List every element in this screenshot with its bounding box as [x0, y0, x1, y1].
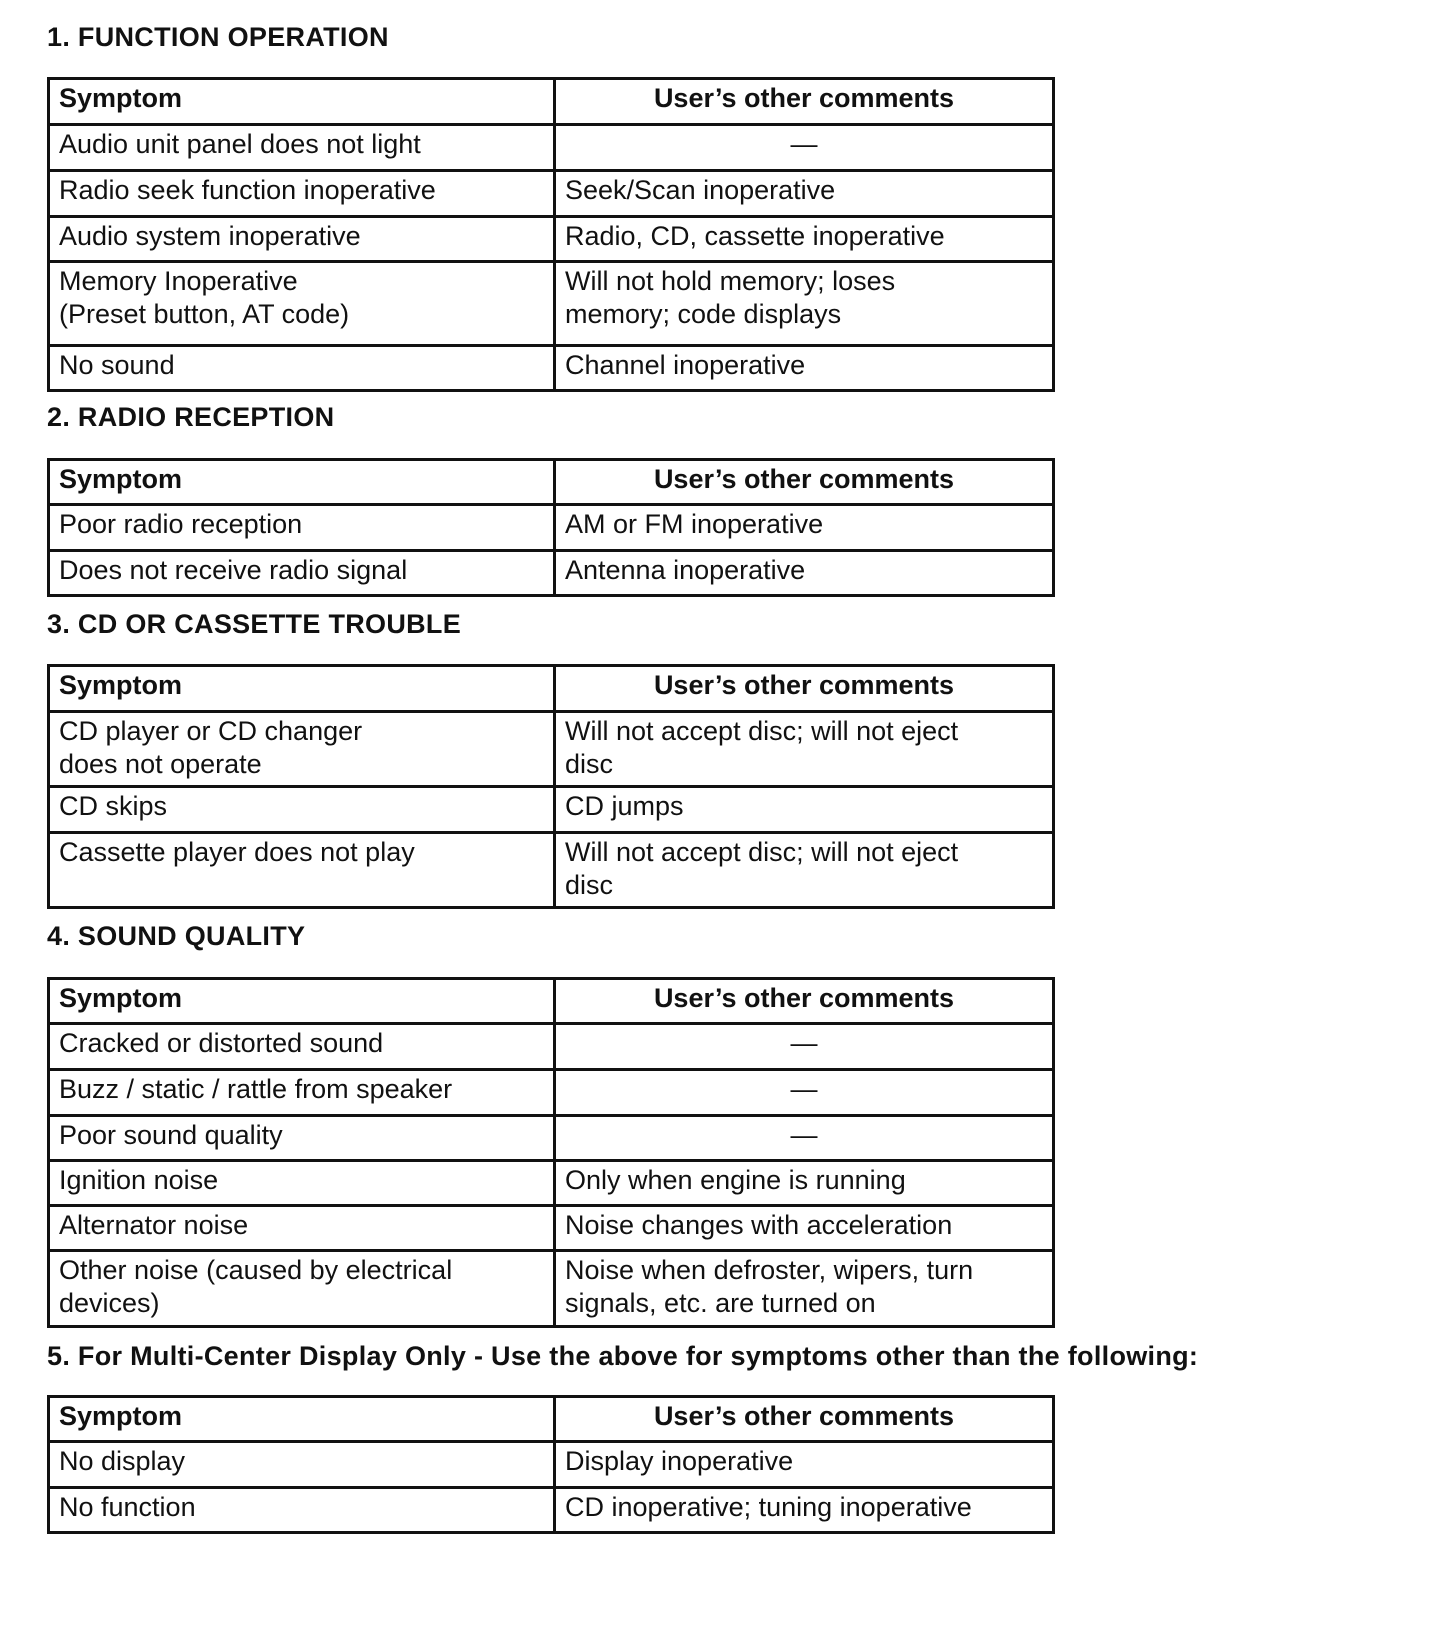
- table-header-row: [49, 460, 1054, 505]
- column-header-symptom: Symptom: [49, 79, 555, 125]
- table-header-row: [49, 1397, 1054, 1442]
- table-row: [49, 833, 1054, 908]
- symptom-cell: CD skips: [49, 787, 555, 833]
- table-row: [49, 346, 1054, 391]
- comment-cell: Only when engine is running: [555, 1161, 1054, 1206]
- symptom-cell: Does not receive radio signal: [49, 551, 555, 596]
- column-header-symptom: Symptom: [49, 460, 555, 505]
- symptom-cell: Poor radio reception: [49, 505, 555, 551]
- column-header-symptom: Symptom: [49, 666, 555, 712]
- comment-cell: Noise when defroster, wipers, turn signals, etc. are turned on: [555, 1251, 1054, 1327]
- comment-cell: CD inoperative; tuning inoperative: [555, 1488, 1054, 1533]
- table-row: [49, 1251, 1054, 1327]
- comment-cell: —: [555, 125, 1054, 171]
- comment-cell: —: [555, 1024, 1054, 1070]
- column-header-comments: User’s other comments: [555, 666, 1054, 712]
- symptom-cell: Radio seek function inoperative: [49, 171, 555, 217]
- column-header-symptom: Symptom: [49, 1397, 555, 1442]
- comment-cell: Channel inoperative: [555, 346, 1054, 391]
- symptom-table: [47, 664, 1055, 909]
- symptom-cell: Cracked or distorted sound: [49, 1024, 555, 1070]
- symptom-cell: CD player or CD changer does not operate: [49, 712, 555, 787]
- symptom-table: [47, 977, 1055, 1328]
- column-header-comments: User’s other comments: [555, 979, 1054, 1024]
- table-row: [49, 1024, 1054, 1070]
- symptom-table: [47, 1395, 1055, 1534]
- symptom-cell: Alternator noise: [49, 1206, 555, 1251]
- comment-cell: Seek/Scan inoperative: [555, 171, 1054, 217]
- table-row: [49, 125, 1054, 171]
- comment-cell: AM or FM inoperative: [555, 505, 1054, 551]
- comment-cell: Noise changes with acceleration: [555, 1206, 1054, 1251]
- table-row: [49, 505, 1054, 551]
- table-row: [49, 1116, 1054, 1161]
- symptom-cell: Memory Inoperative (Preset button, AT code): [49, 262, 555, 346]
- comment-cell: Will not accept disc; will not eject disc: [555, 833, 1054, 908]
- section-heading: 2. RADIO RECEPTION: [47, 402, 335, 432]
- symptom-cell: Poor sound quality: [49, 1116, 555, 1161]
- symptom-table: [47, 77, 1055, 392]
- symptom-table: [47, 458, 1055, 597]
- table-row: [49, 787, 1054, 833]
- table-row: [49, 262, 1054, 346]
- table-row: [49, 217, 1054, 262]
- symptom-cell: Other noise (caused by electrical devices): [49, 1251, 555, 1327]
- symptom-cell: Ignition noise: [49, 1161, 555, 1206]
- symptom-cell: Cassette player does not play: [49, 833, 555, 908]
- symptom-cell: No sound: [49, 346, 555, 391]
- symptom-cell: Audio system inoperative: [49, 217, 555, 262]
- section-heading: 3. CD OR CASSETTE TROUBLE: [47, 609, 462, 639]
- table-row: [49, 1070, 1054, 1116]
- symptom-cell: No display: [49, 1442, 555, 1488]
- comment-cell: Display inoperative: [555, 1442, 1054, 1488]
- symptom-cell: No function: [49, 1488, 555, 1533]
- column-header-symptom: Symptom: [49, 979, 555, 1024]
- comment-cell: CD jumps: [555, 787, 1054, 833]
- table-row: [49, 1206, 1054, 1251]
- section-heading: 5. For Multi-Center Display Only - Use the above for symptoms other than the following:: [47, 1341, 1199, 1371]
- comment-cell: —: [555, 1116, 1054, 1161]
- comment-cell: Antenna inoperative: [555, 551, 1054, 596]
- table-row: [49, 171, 1054, 217]
- table-row: [49, 1442, 1054, 1488]
- table-header-row: [49, 979, 1054, 1024]
- section-heading: 1. FUNCTION OPERATION: [47, 22, 389, 52]
- section-heading: 4. SOUND QUALITY: [47, 921, 306, 951]
- table-row: [49, 712, 1054, 787]
- symptom-cell: Audio unit panel does not light: [49, 125, 555, 171]
- comment-cell: Will not accept disc; will not eject disc: [555, 712, 1054, 787]
- comment-cell: Will not hold memory; loses memory; code displays: [555, 262, 1054, 346]
- comment-cell: —: [555, 1070, 1054, 1116]
- column-header-comments: User’s other comments: [555, 79, 1054, 125]
- symptom-cell: Buzz / static / rattle from speaker: [49, 1070, 555, 1116]
- comment-cell: Radio, CD, cassette inoperative: [555, 217, 1054, 262]
- table-header-row: [49, 666, 1054, 712]
- table-row: [49, 551, 1054, 596]
- column-header-comments: User’s other comments: [555, 1397, 1054, 1442]
- table-row: [49, 1488, 1054, 1533]
- table-header-row: [49, 79, 1054, 125]
- table-row: [49, 1161, 1054, 1206]
- column-header-comments: User’s other comments: [555, 460, 1054, 505]
